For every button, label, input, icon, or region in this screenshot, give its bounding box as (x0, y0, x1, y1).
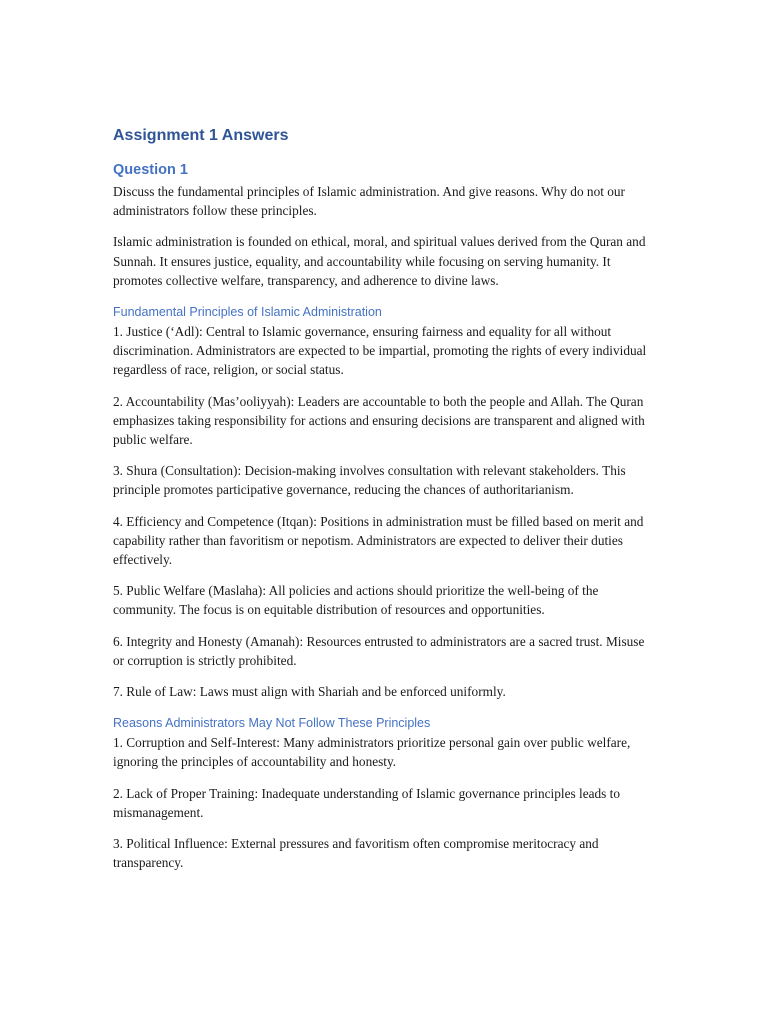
question-heading: Question 1 (113, 162, 188, 178)
principles-list (113, 322, 658, 701)
principle-item: 5. Public Welfare (Maslaha): All policies and actions should prioritize the well-being of the community. The focus is on equitable distribution of resources and opportunities. (113, 583, 599, 618)
principle-item: 3. Shura (Consultation): Decision-making involves consultation with relevant stakeholders. This principle promotes participative governance, reducing the chances of authoritarianism. (113, 463, 626, 498)
intro-paragraph: Islamic administration is founded on ethical, moral, and spiritual values derived from the Quran and Sunnah. It ensures justice, equality, and accountability while focusing on serving humanity. It promotes collective welfare, transparency, and adherence to divine laws. (113, 234, 646, 288)
principle-item: 4. Efficiency and Competence (Itqan): Positions in administration must be filled based on merit and capability rather than favoritism or nepotism. Administrators are expected to deliver their duties effectively. (113, 513, 644, 568)
principles-heading: Fundamental Principles of Islamic Administration (113, 305, 382, 320)
question-text: Discuss the fundamental principles of Islamic administration. And give reasons. Why do not our administrators follow these principles. (113, 184, 625, 219)
reason-item: 1. Corruption and Self-Interest: Many administrators prioritize personal gain over public welfare, ignoring the principles of accountability and honesty. (113, 735, 631, 770)
document-page (113, 122, 658, 872)
reason-item: 3. Political Influence: External pressures and favoritism often compromise meritocracy and transparency. (113, 836, 599, 871)
principle-item: 6. Integrity and Honesty (Amanah): Resources entrusted to administrators are a sacred trust. Misuse or corruption is strictly prohibited. (113, 633, 645, 668)
reasons-list (113, 733, 658, 872)
reason-item: 2. Lack of Proper Training: Inadequate understanding of Islamic governance principles leads to mismanagement. (113, 785, 620, 820)
reasons-heading: Reasons Administrators May Not Follow These Principles (113, 716, 431, 731)
document-title: Assignment 1 Answers (113, 127, 289, 144)
principle-item: 1. Justice (‘Adl): Central to Islamic governance, ensuring fairness and equality for all without discrimination. Administrators are expected to be impartial, promoting the rights of every individual regardless of race, religion, or social status. (113, 324, 647, 378)
principle-item: 7. Rule of Law: Laws must align with Shariah and be enforced uniformly. (113, 684, 506, 700)
principle-item: 2. Accountability (Mas’ooliyyah): Leaders are accountable to both the people and Allah. The Quran emphasizes taking responsibility for actions and ensuring decisions are transparent and aligned with public welfare. (113, 393, 645, 448)
